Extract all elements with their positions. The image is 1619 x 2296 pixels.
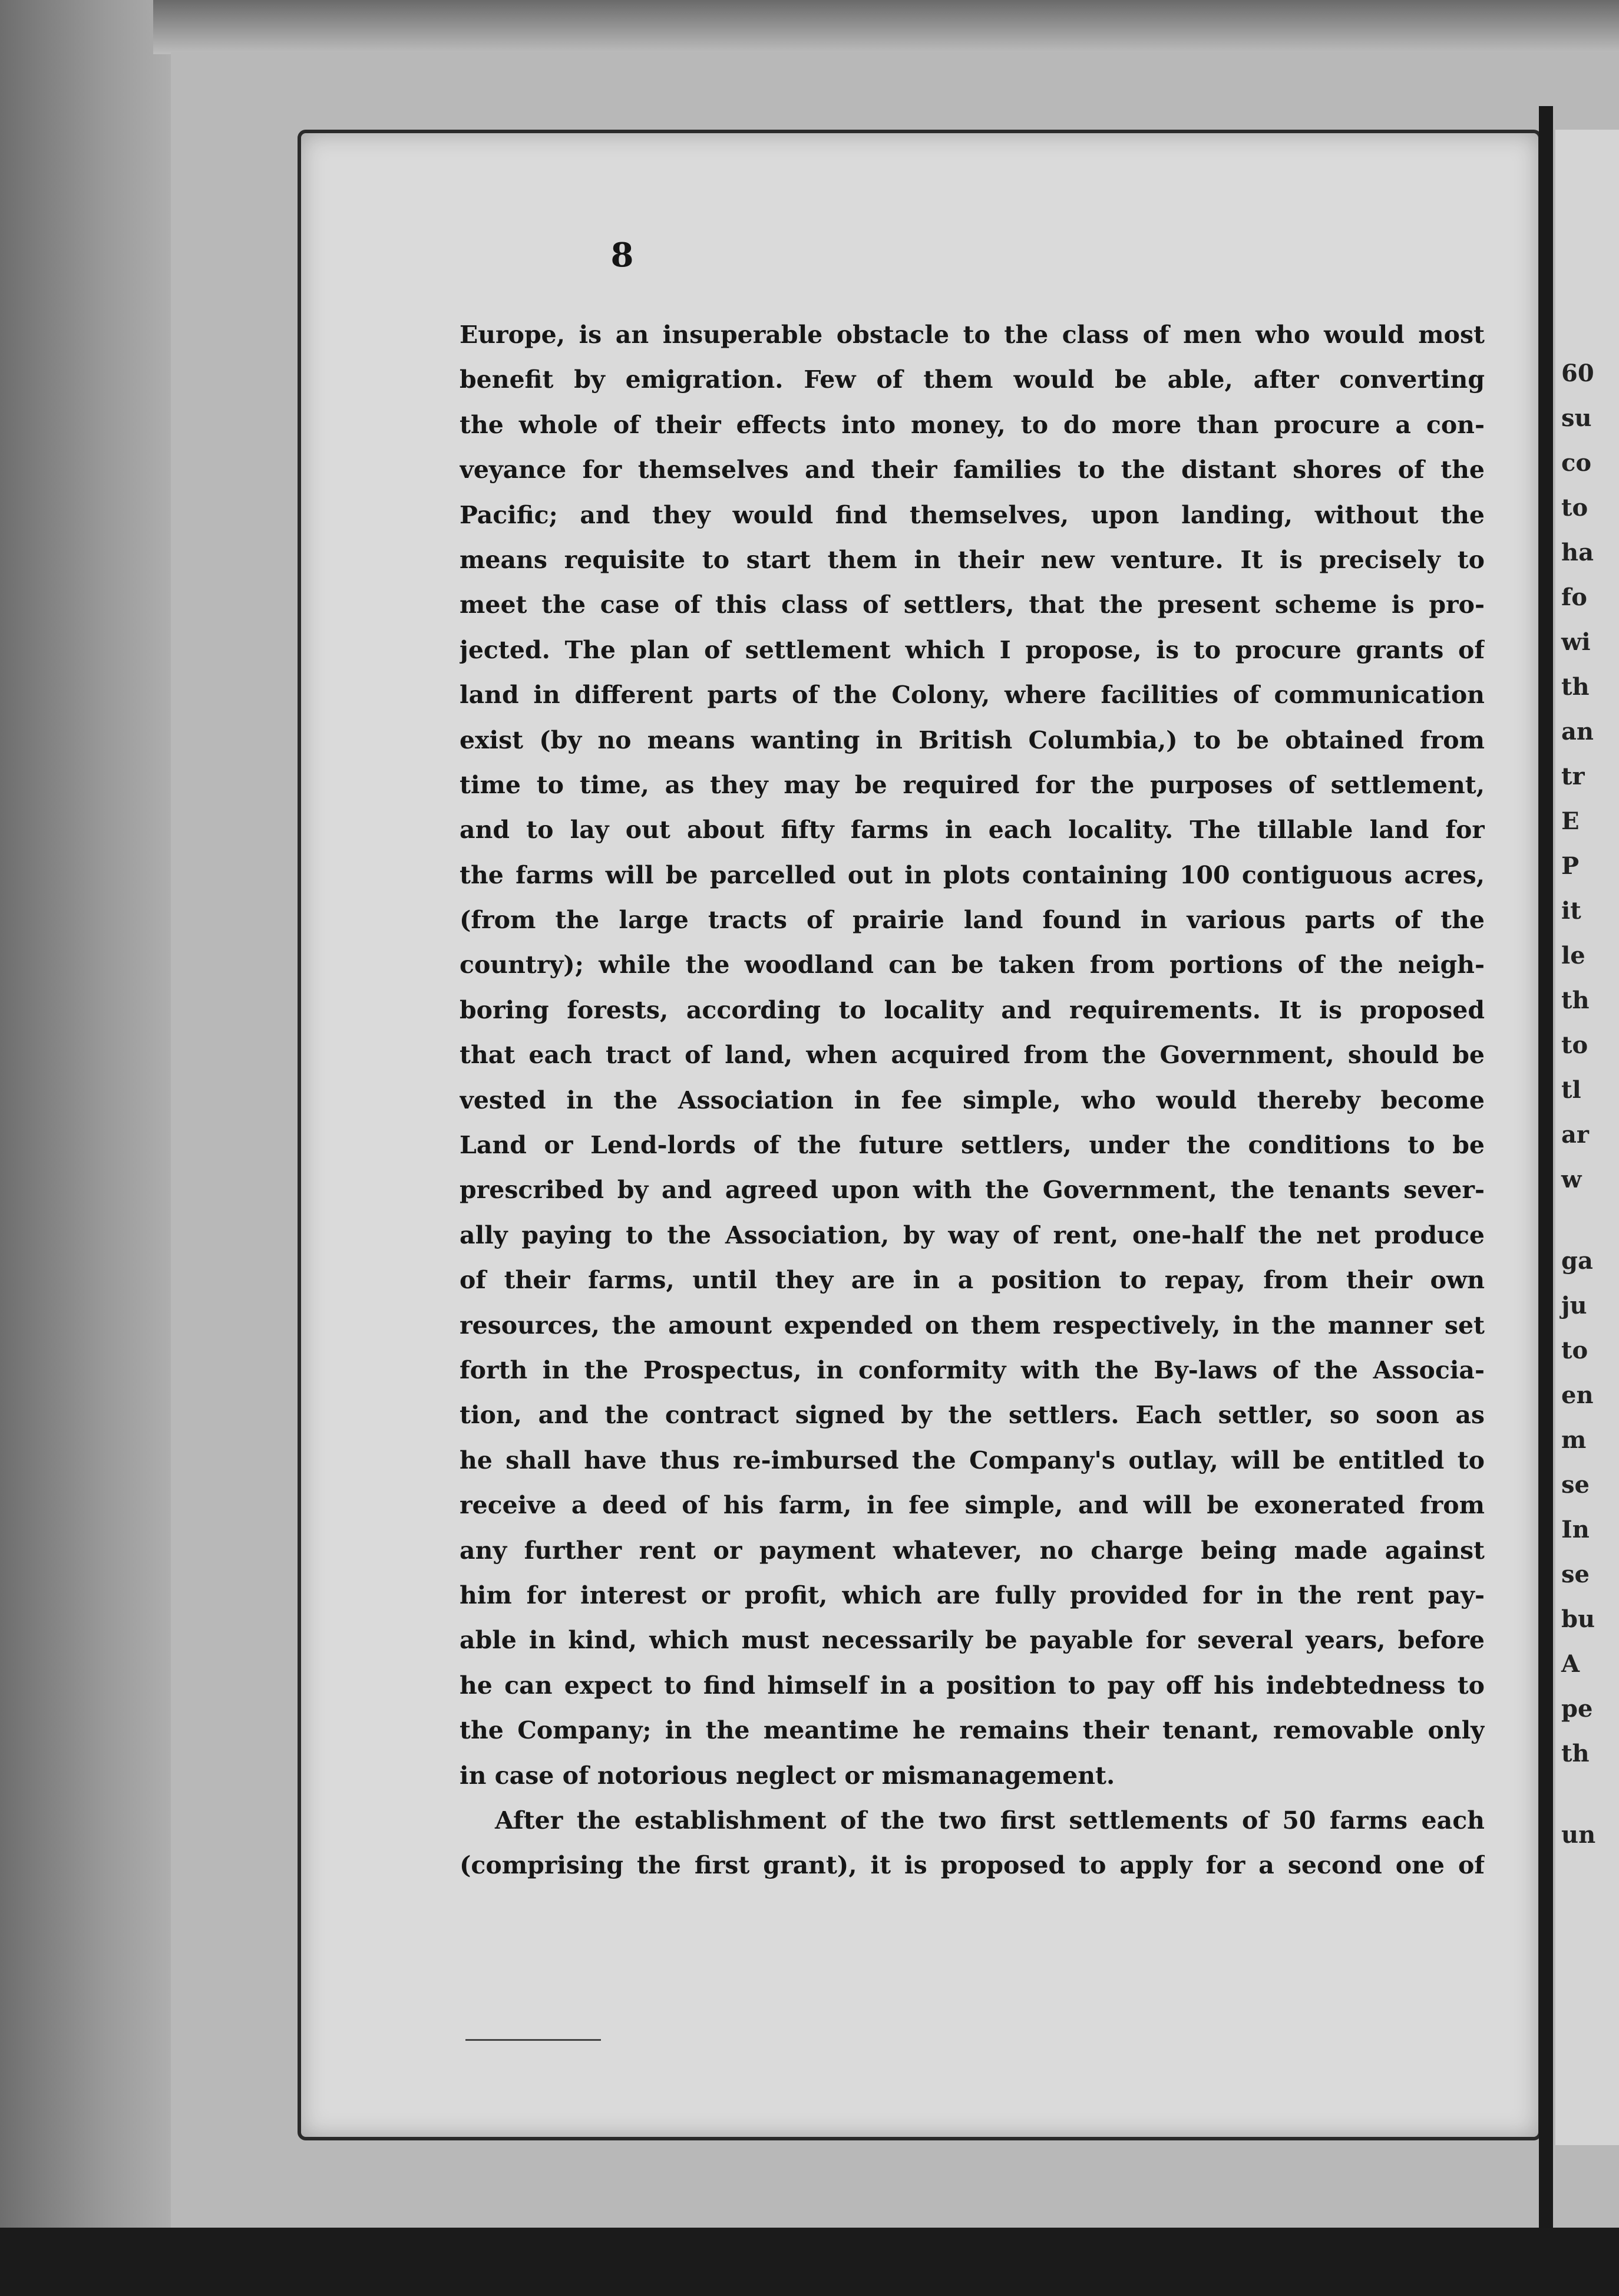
page-number: 8: [610, 236, 634, 275]
scan-top-margin: [153, 0, 1619, 54]
adjacent-page-fragment: E: [1561, 807, 1580, 835]
text-line: country); while the woodland can be taken from portions of the neigh-: [460, 951, 1485, 979]
adjacent-page-fragment: tl: [1561, 1076, 1581, 1104]
text-line: boring forests, according to locality and requirements. It is proposed: [460, 995, 1485, 1024]
text-line: the Company; in the meantime he remains their tenant, removable only: [460, 1716, 1485, 1745]
adjacent-page-fragment: P: [1561, 852, 1580, 880]
text-line: he shall have thus re-imbursed the Company's outlay, will be entitled to: [460, 1446, 1485, 1474]
text-line: benefit by emigration. Few of them would be able, after converting: [460, 365, 1485, 394]
adjacent-page-fragment: wi: [1561, 628, 1591, 656]
adjacent-page-fragment: co: [1561, 449, 1592, 477]
text-line: (from the large tracts of prairie land found in various parts of the: [460, 906, 1485, 935]
paragraph-2-line: (comprising the first grant), it is proposed to apply for a second one of: [460, 1851, 1485, 1880]
text-line: any further rent or payment whatever, no charge being made against: [460, 1536, 1485, 1565]
adjacent-page-fragment: th: [1561, 987, 1590, 1014]
adjacent-page-fragment: 60: [1561, 359, 1594, 387]
adjacent-page-fragment: In: [1561, 1516, 1590, 1543]
text-line: the whole of their effects into money, to do more than procure a con-: [460, 410, 1485, 439]
scan-left-margin: [0, 0, 177, 2228]
adjacent-page-fragment: en: [1561, 1381, 1594, 1409]
text-line: land in different parts of the Colony, where facilities of communication: [460, 681, 1485, 710]
text-line: receive a deed of his farm, in fee simple, and will be exonerated from: [460, 1491, 1485, 1520]
text-line: exist (by no means wanting in British Columbia,) to be obtained from: [460, 725, 1485, 754]
text-line: of their farms, until they are in a position to repay, from their own: [460, 1266, 1485, 1295]
book-gutter: [1539, 106, 1553, 2251]
text-line: resources, the amount expended on them respectively, in the manner set: [460, 1311, 1485, 1340]
adjacent-page-edge: [1555, 130, 1619, 2145]
adjacent-page-fragment: it: [1561, 897, 1581, 925]
body-text: [460, 312, 1485, 1888]
adjacent-page-fragment: th: [1561, 673, 1590, 701]
adjacent-page-fragment: A: [1561, 1650, 1580, 1678]
adjacent-page-fragment: ga: [1561, 1247, 1593, 1275]
text-line: Land or Lend-lords of the future settlers, under the conditions to be: [460, 1131, 1485, 1160]
adjacent-page-fragment: se: [1561, 1561, 1590, 1588]
adjacent-page-fragment: an: [1561, 718, 1594, 745]
adjacent-page-fragment: un: [1561, 1821, 1596, 1849]
adjacent-page-fragment: to: [1561, 1337, 1588, 1364]
adjacent-page-fragment: m: [1561, 1426, 1587, 1454]
adjacent-page-fragment: le: [1561, 942, 1585, 969]
adjacent-page-fragment: ha: [1561, 539, 1594, 566]
adjacent-page-fragment: th: [1561, 1740, 1590, 1767]
text-line: meet the case of this class of settlers, that the present scheme is pro-: [460, 591, 1485, 619]
adjacent-page-fragment: bu: [1561, 1605, 1595, 1633]
adjacent-page-fragment: su: [1561, 404, 1592, 432]
text-line: the farms will be parcelled out in plots containing 100 contiguous acres,: [460, 860, 1485, 889]
text-line: forth in the Prospectus, in conformity with the By-laws of the Associa-: [460, 1355, 1485, 1384]
text-line: that each tract of land, when acquired from the Government, should be: [460, 1041, 1485, 1070]
text-line: tion, and the contract signed by the settlers. Each settler, so soon as: [460, 1401, 1485, 1430]
text-line: means requisite to start them in their new venture. It is precisely to: [460, 545, 1485, 574]
text-line: him for interest or profit, which are fully provided for in the rent pay-: [460, 1581, 1485, 1609]
text-line: Pacific; and they would find themselves, upon landing, without the: [460, 500, 1485, 529]
adjacent-page-fragment: se: [1561, 1471, 1590, 1499]
text-line: time to time, as they may be required for the purposes of settlement,: [460, 770, 1485, 799]
footer-rule: [465, 2039, 601, 2041]
text-line: and to lay out about fifty farms in each locality. The tillable land for: [460, 816, 1485, 844]
adjacent-page-fragment: pe: [1561, 1695, 1593, 1723]
adjacent-page-fragment: to: [1561, 1031, 1588, 1059]
adjacent-page-fragment: tr: [1561, 763, 1585, 790]
text-line: prescribed by and agreed upon with the Government, the tenants sever-: [460, 1176, 1485, 1205]
paragraph-2-line: After the establishment of the two first settlements of 50 farms each: [495, 1806, 1485, 1835]
text-line: he can expect to find himself in a position to pay off his indebtedness to: [460, 1671, 1485, 1700]
scan-bottom-margin: [0, 2228, 1619, 2296]
adjacent-page-fragment: fo: [1561, 583, 1587, 611]
adjacent-page-fragment: ju: [1561, 1292, 1587, 1319]
adjacent-page-fragment: to: [1561, 494, 1588, 522]
adjacent-page-fragment: w: [1561, 1166, 1582, 1193]
adjacent-page-fragment: ar: [1561, 1121, 1589, 1149]
text-line: Europe, is an insuperable obstacle to the class of men who would most: [460, 321, 1485, 349]
text-line: jected. The plan of settlement which I propose, is to procure grants of: [460, 635, 1485, 664]
text-line: in case of notorious neglect or mismanagement.: [460, 1761, 1115, 1790]
text-line: able in kind, which must necessarily be payable for several years, before: [460, 1626, 1485, 1655]
text-line: vested in the Association in fee simple, who would thereby become: [460, 1086, 1485, 1114]
text-line: veyance for themselves and their families to the distant shores of the: [460, 456, 1485, 484]
text-line: ally paying to the Association, by way of rent, one-half the net produce: [460, 1220, 1485, 1249]
